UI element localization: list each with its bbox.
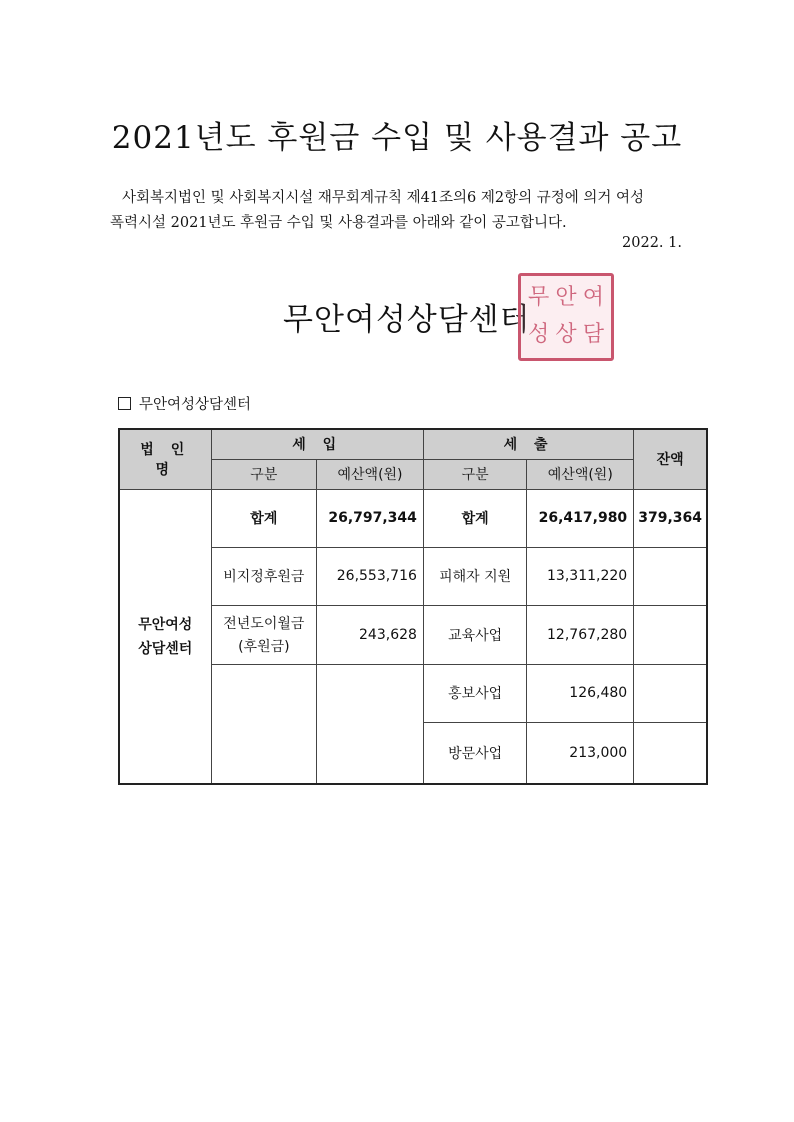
organization-name: 무안여성상담센터: [283, 302, 531, 338]
seal-char: 여: [582, 285, 604, 310]
notice-paragraph: [110, 186, 685, 236]
expense-amount: 126,480: [527, 664, 634, 722]
expense-category: 피해자 지원: [423, 547, 526, 605]
expense-category: 교육사업: [423, 605, 526, 664]
income-category-line: 전년도이월금: [223, 616, 305, 632]
header-income: 세 입: [211, 429, 423, 459]
income-total-amount: 26,797,344: [317, 489, 424, 547]
header-expense-budget: 예산액(원): [527, 459, 634, 489]
income-category: 비지정후원금: [211, 547, 317, 605]
entity-name-cell: [119, 489, 211, 784]
paragraph-line-2: 폭력시설 2021년도 후원금 수입 및 사용결과를 아래와 같이 공고합니다.: [110, 215, 567, 231]
section-heading: [118, 393, 251, 414]
balance-amount: 379,364: [634, 489, 707, 547]
seal-char: 무: [528, 285, 550, 310]
header-expense: 세 출: [423, 429, 633, 459]
seal-char: 상: [555, 322, 577, 347]
expense-amount: 12,767,280: [527, 605, 634, 664]
table-row-total: [119, 489, 707, 547]
section-label: 무안여성상담센터: [139, 397, 252, 413]
header-expense-category: 구분: [423, 459, 526, 489]
header-entity: 법 인 명: [119, 429, 211, 489]
budget-table: [118, 428, 708, 785]
expense-total-label: 합계: [423, 489, 526, 547]
income-category-line: (후원금): [238, 639, 290, 655]
income-empty-cell: [317, 664, 424, 784]
seal-char: 담: [582, 322, 604, 347]
seal-char: 안: [555, 285, 577, 310]
entity-name-line: 무안여성: [138, 617, 193, 634]
income-amount: 243,628: [317, 605, 424, 664]
official-seal-stamp: [518, 273, 614, 361]
income-total-label: 합계: [211, 489, 317, 547]
expense-category: 방문사업: [423, 722, 526, 784]
expense-amount: 213,000: [527, 722, 634, 784]
entity-name-line: 상담센터: [138, 641, 193, 658]
expense-category: 홍보사업: [423, 664, 526, 722]
expense-total-amount: 26,417,980: [527, 489, 634, 547]
seal-char: 성: [528, 322, 550, 347]
income-empty-cell: [211, 664, 317, 784]
balance-empty-cell: [634, 664, 707, 722]
document-title: 2021년도 후원금 수입 및 사용결과 공고: [111, 120, 683, 156]
header-income-budget: 예산액(원): [317, 459, 424, 489]
paragraph-line-1: 사회복지법인 및 사회복지시설 재무회계규칙 제41조의6 제2항의 규정에 의거 여성: [122, 190, 644, 206]
balance-empty-cell: [634, 722, 707, 784]
checkbox-square-icon: [118, 397, 131, 410]
income-amount: 26,553,716: [317, 547, 424, 605]
header-income-category: 구분: [211, 459, 317, 489]
balance-empty-cell: [634, 547, 707, 605]
notice-date: 2022. 1.: [622, 235, 682, 251]
expense-amount: 13,311,220: [527, 547, 634, 605]
income-category: [211, 605, 317, 664]
header-balance: 잔액: [634, 429, 707, 489]
balance-empty-cell: [634, 605, 707, 664]
